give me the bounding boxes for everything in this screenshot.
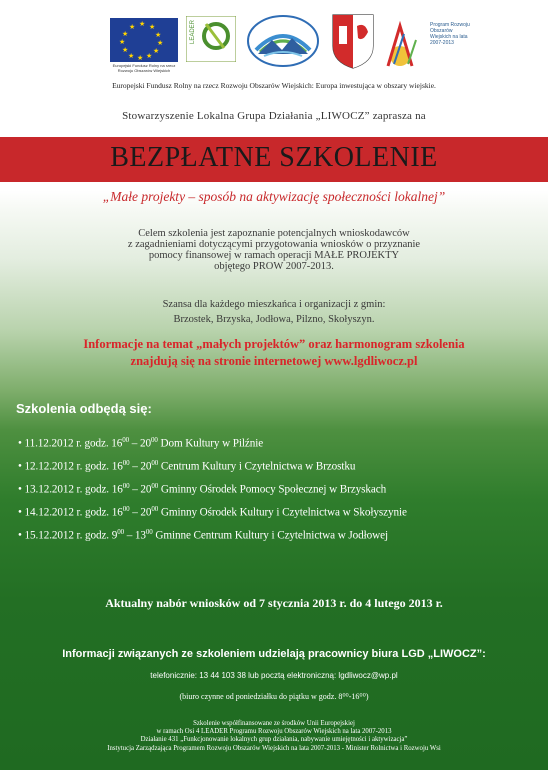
eu-flag-logo: ★ ★ ★ ★ ★ ★ ★ ★ ★ ★ ★ ★ <box>110 18 178 62</box>
office-hours: (biuro czynne od poniedziałku do piątku w godz. 8⁰⁰-16⁰⁰) <box>179 692 369 701</box>
goal-line: pomocy finansowej w ramach operacji MAŁE PROJEKTY <box>148 250 400 261</box>
coat-of-arms-logo <box>330 12 376 70</box>
footer-line: Szkolenie współfinansowane ze środków Unii Europejskiej <box>193 720 355 727</box>
schedule-item: • 14.12.2012 r. godz. $16^{00} - 20^{00}$ Gminny Ośrodek Kultury i Czytelnictwa w Skołyszynie <box>18 505 407 519</box>
application-period: Aktualny nabór wniosków od 7 stycznia 2013 r. do 4 lutego 2013 r. <box>105 596 443 610</box>
footer-line: w ramach Osi 4 LEADER Programu Rozwoju Obszarów Wiejskich na lata 2007-2013 <box>156 728 392 736</box>
chance-line: Brzostek, Brzyska, Jodłowa, Pilzno, Skołyszyn. <box>173 314 375 325</box>
page-title: BEZPŁATNE SZKOLENIE <box>110 142 438 173</box>
schedule-item: • 15.12.2012 r. godz. $9^{00} - 13^{00}$ Gminne Centrum Kultury i Czytelnictwa w Jodłowej <box>18 528 389 542</box>
schedule-heading: Szkolenia odbędą się: <box>16 401 152 416</box>
contact-heading: Informacji związanych ze szkoleniem udzielają pracownicy biura LGD „LIWOCZ”: <box>62 648 486 660</box>
website-info <box>0 336 548 370</box>
goal-line: Celem szkolenia jest zapoznanie potencjalnych wnioskodawców <box>138 228 410 239</box>
schedule-item: • 12.12.2012 r. godz. $16^{00} - 20^{00}$ Centrum Kultury i Czytelnictwa w Brzostku <box>18 459 356 473</box>
schedule-list <box>18 436 544 551</box>
goal-line: objętego PROW 2007-2013. <box>214 261 334 272</box>
subtitle: „Małe projekty – sposób na aktywizację społeczności lokalnej” <box>102 189 446 204</box>
logo-bar <box>0 0 548 80</box>
chance-paragraph <box>0 297 548 327</box>
website-info-line: Informacje na temat „małych projektów” oraz harmonogram szkolenia <box>83 337 465 351</box>
contact-phone-email: telefonicznie: 13 44 103 38 lub pocztą elektroniczną: lgdliwocz@wp.pl <box>150 671 398 680</box>
footer <box>0 720 548 753</box>
goal-line: z zagadnieniami dotyczącymi przygotowania wniosków o przyznanie <box>127 239 421 250</box>
schedule-item: • 13.12.2012 r. godz. $16^{00} - 20^{00}$ Gminny Ośrodek Pomocy Społecznej w Brzyskach <box>18 482 387 496</box>
fund-tagline: Europejski Fundusz Rolny na rzecz Rozwoju Obszarów Wiejskich: Europa inwestująca w obszary wiejskie. <box>112 81 436 90</box>
footer-line: Instytucja Zarządzająca Programem Rozwoju Obszarów Wiejskich na lata 2007-2013 - Minister Rolnictwa i Rozwoju Wsi <box>107 744 441 752</box>
eu-caption: Europejski Fundusz Rolny na rzecz Rozwoju Obszarów Wiejskich <box>112 63 176 73</box>
prow-label: Program Rozwoju Obszarów Wiejskich na lata 2007-2013 <box>430 22 470 46</box>
goal-paragraph <box>0 228 548 272</box>
leader-label: LEADER <box>190 19 196 44</box>
website-info-line: znajdują się na stronie internetowej www.lgdliwocz.pl <box>130 354 418 368</box>
schedule-item: • 11.12.2012 r. godz. $16^{00} - 20^{00}$ Dom Kultury w Pilźnie <box>18 436 264 450</box>
chance-line: Szansa dla każdego mieszkańca i organizacji z gmin: <box>162 299 386 310</box>
lgd-liwocz-logo <box>246 14 320 68</box>
footer-line: Działanie 431 „Funkcjonowanie lokalnych grup działania, nabywanie umiejętności i aktywizacja” <box>140 736 408 744</box>
invitation-line: Stowarzyszenie Lokalna Grupa Działania „LIWOCZ” zaprasza na <box>122 110 426 122</box>
leader-logo <box>186 16 236 62</box>
